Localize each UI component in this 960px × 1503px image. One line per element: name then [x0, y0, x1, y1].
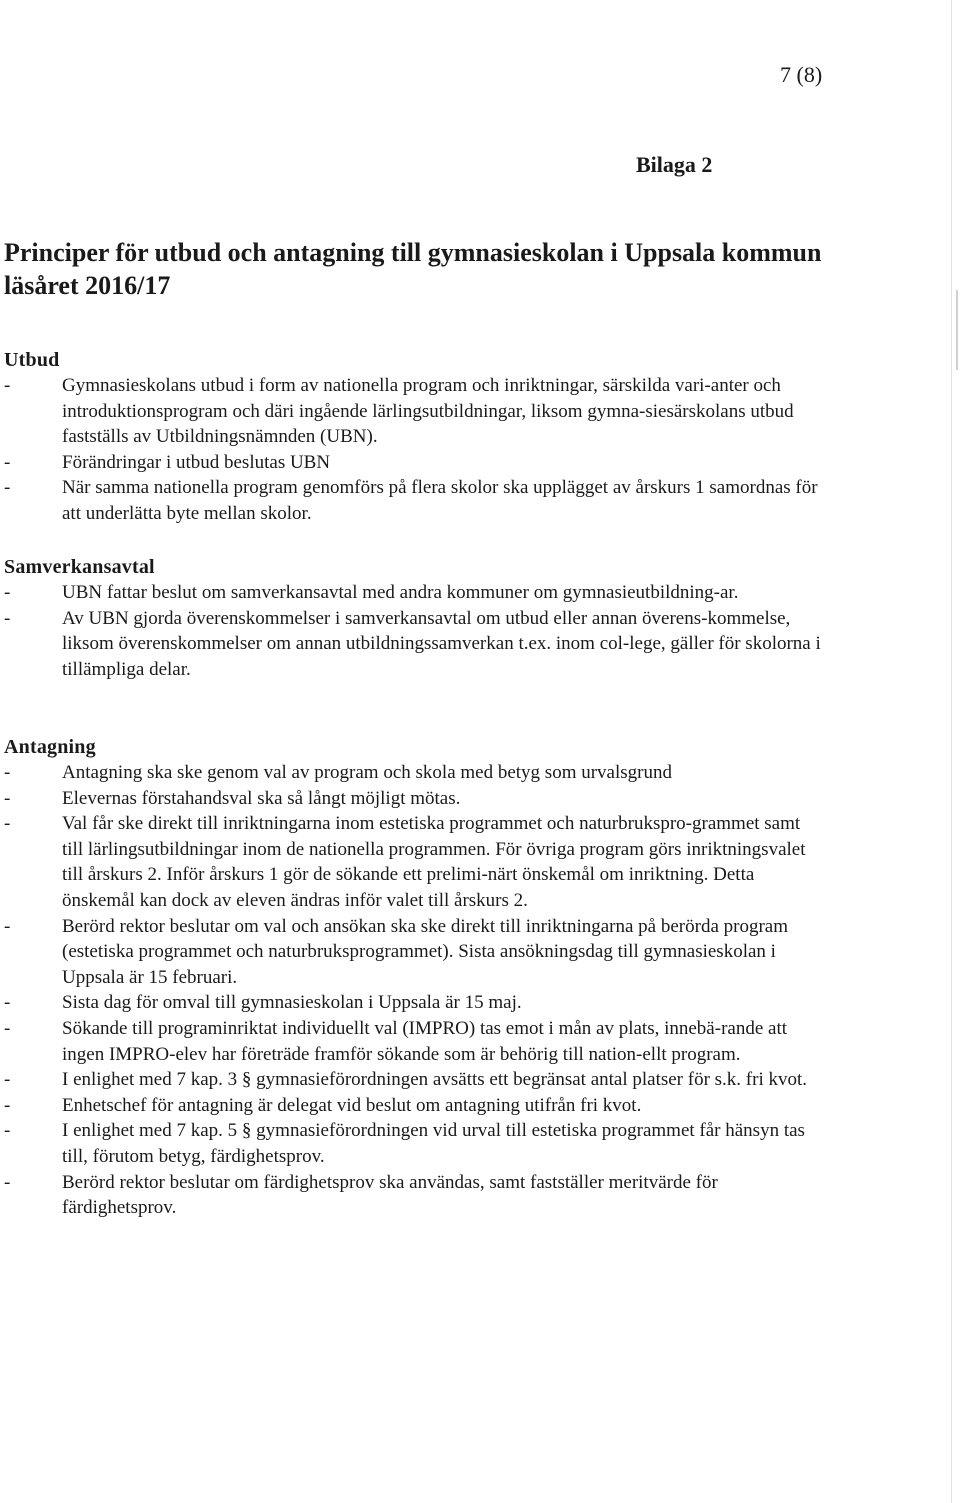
bullet-list-antagning [4, 760, 844, 1221]
document-title: Principer för utbud och antagning till gymnasieskolan i Uppsala kommun läsåret 2016/17 [4, 238, 822, 300]
list-item: - Enhetschef för antagning är delegat vid beslut om antagning utifrån fri kvot. [4, 1094, 642, 1116]
list-item: - UBN fattar beslut om samverkansavtal med andra kommuner om gymnasieutbildning-ar. [4, 582, 739, 603]
page-number: 7 (8) [780, 62, 823, 87]
scan-edge-mark [956, 290, 958, 370]
section-heading-utbud: Utbud [4, 349, 60, 371]
list-item: - Gymnasieskolans utbud i form av nationella program och inriktningar, särskilda vari-anter och introduktionsprogram och däri ingående lärlingsutbildningar, liksom gymna-siesärskolans utbud fastställs av Utbildningsnämnden (UBN). [4, 375, 794, 448]
section-heading-antagning: Antagning [4, 736, 96, 758]
list-item: - Berörd rektor beslutar om färdighetsprov ska användas, samt fastställer meritvärde för färdighetsprov. [4, 1171, 718, 1219]
bullet-list-samverkansavtal [4, 580, 844, 682]
list-item: - Berörd rektor beslutar om val och ansökan ska ske direkt till inriktningarna på berörda program (estetiska programmet och naturbruksprogrammet). Sista ansökningsdag till gymnasieskolan i Uppsala är 15 februari. [4, 915, 788, 988]
list-item: - Förändringar i utbud beslutas UBN [4, 451, 331, 473]
section-antagning [4, 734, 844, 1221]
list-item: - I enlighet med 7 kap. 5 § gymnasieförordningen vid urval till estetiska programmet får hänsyn tas till, förutom betyg, färdighetsprov. [4, 1120, 805, 1167]
list-item: - Val får ske direkt till inriktningarna inom estetiska programmet och naturbrukspro-grammet samt till lärlingsutbildningar inom de nationella programmen. För övriga program görs inriktningsvalet till årskurs 2. Inför årskurs 1 gör de sökande ett prelimi-närt önskemål om inriktning. Detta önskemål kan dock av eleven ändras inför valet till årskurs 2. [4, 813, 806, 911]
list-item: - Av UBN gjorda överenskommelser i samverkansavtal om utbud eller annan överens-kommelse, liksom överenskommelser om annan utbildningssamverkan t.ex. inom col-lege, gäller för skolorna i tillämpliga delar. [4, 607, 821, 680]
scan-edge-line [951, 0, 952, 1503]
annex-label: Bilaga 2 [636, 152, 713, 177]
list-item: - Elevernas förstahandsval ska så långt möjligt mötas. [4, 787, 461, 809]
section-utbud [4, 347, 844, 527]
section-heading-samverkansavtal: Samverkansavtal [4, 556, 155, 578]
bullet-list-utbud [4, 373, 844, 527]
list-item: - Sökande till programinriktat individuellt val (IMPRO) tas emot i mån av plats, innebä-rande att ingen IMPRO-elev har företräde framför sökande som är behörig till nation-ellt program. [4, 1017, 788, 1065]
list-item: - När samma nationella program genomförs på flera skolor ska upplägget av årskurs 1 samordnas för att underlätta byte mellan skolor. [4, 477, 818, 524]
list-item: - Antagning ska ske genom val av program och skola med betyg som urvalsgrund [4, 762, 672, 783]
list-item: - Sista dag för omval till gymnasieskolan i Uppsala är 15 maj. [4, 992, 522, 1014]
section-samverkansavtal [4, 554, 844, 682]
list-item: - I enlighet med 7 kap. 3 § gymnasieförordningen avsätts ett begränsat antal platser för s.k. fri kvot. [4, 1069, 808, 1091]
